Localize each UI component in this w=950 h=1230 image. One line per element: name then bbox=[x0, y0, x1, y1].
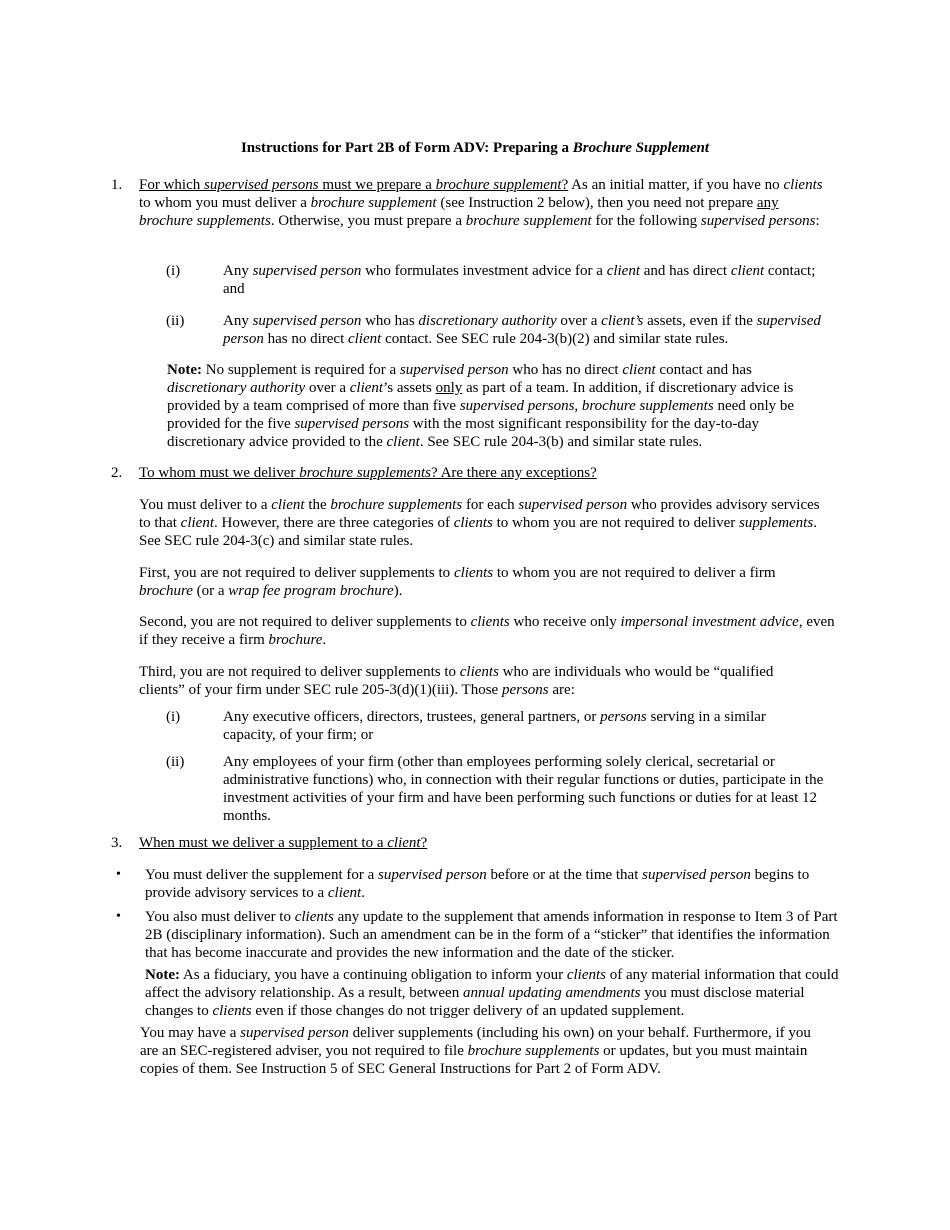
section-1-note: Note: No supplement is required for a supervised person who has no direct client contact and has discretionary authority over a client’s assets only as part of a team. In addition, if discretionary advice is provided by a team comprised of more than five supervised persons, brochure supplements need only be provided for the five supervised persons with the most significant responsibility for the day-to-day discretionary advice provided to the client. See SEC rule 204-3(b) and similar state rules. bbox=[167, 362, 795, 450]
section-1-intro: For which supervised persons must we prepare a brochure supplement? As an initial matter, if you have no clients to whom you must deliver a brochure supplement (see Instruction 2 below), then you need not prepare any brochure supplements. Otherwise, you must prepare a brochure supplement for the following supervised persons: bbox=[139, 177, 823, 229]
section-3-question: When must we deliver a supplement to a client? bbox=[139, 835, 428, 851]
section-3-number: 3. bbox=[111, 835, 123, 851]
section-1-item-i-label: (i) bbox=[166, 263, 181, 279]
section-3-closing-paragraph: You may have a supervised person deliver supplements (including his own) on your behalf. Furthermore, if you are an SEC-registered adviser, you not required to file brochure supplements or updates, but you must maintain copies of them. See Instruction 5 of SEC General Instructions for Part 2 of Form ADV. bbox=[140, 1025, 811, 1077]
section-2-paragraph-3: Second, you are not required to deliver supplements to clients who receive only impersonal investment advice, even if they receive a firm brochure. bbox=[139, 614, 835, 648]
section-1-item-ii: Any supervised person who has discretionary authority over a client’s assets, even if the supervised person has no direct client contact. See SEC rule 204-3(b)(2) and similar state rules. bbox=[223, 313, 821, 347]
section-2-item-i-label: (i) bbox=[166, 709, 181, 725]
section-3-bullet-1: You must deliver the supplement for a supervised person before or at the time that supervised person begins to provide advisory services to a client. bbox=[145, 867, 810, 901]
section-3-bullet-2: You also must deliver to clients any update to the supplement that amends information in response to Item 3 of Part 2B (disciplinary information). Such an amendment can be in the form of a “sticker” that identifies the information that has become inaccurate and provides the new information and the date of the sticker. bbox=[145, 909, 838, 961]
section-2-question: To whom must we deliver brochure supplements? Are there any exceptions? bbox=[139, 465, 597, 481]
section-1-item-i: Any supervised person who formulates investment advice for a client and has direct client contact; and bbox=[223, 263, 816, 297]
section-2-number: 2. bbox=[111, 465, 123, 481]
section-1-number: 1. bbox=[111, 177, 123, 193]
section-2-paragraph-4: Third, you are not required to deliver supplements to clients who are individuals who would be “qualified clients” of your firm under SEC rule 205-3(d)(1)(iii). Those persons are: bbox=[139, 664, 774, 698]
section-1-item-ii-label: (ii) bbox=[166, 313, 185, 329]
section-2-item-ii-label: (ii) bbox=[166, 754, 185, 770]
section-2-paragraph-2: First, you are not required to deliver supplements to clients to whom you are not required to deliver a firm brochure (or a wrap fee program brochure). bbox=[139, 565, 776, 599]
page-title: Instructions for Part 2B of Form ADV: Preparing a Brochure Supplement bbox=[240, 140, 710, 156]
section-3-note: Note: As a fiduciary, you have a continuing obligation to inform your clients of any material information that could affect the advisory relationship. As a result, between annual updating amendments you must disclose material changes to clients even if those changes do not trigger delivery of an updated supplement. bbox=[145, 967, 839, 1019]
section-2-item-i: Any executive officers, directors, trustees, general partners, or persons serving in a similar capacity, of your firm; or bbox=[223, 709, 766, 743]
section-2-item-ii: Any employees of your firm (other than employees performing solely clerical, secretarial or administrative functions) who, in connection with their regular functions or duties, participate in the investment activities of your firm and have been performing such functions or duties for at least 12 months. bbox=[223, 754, 824, 824]
bullet-1: • bbox=[116, 867, 121, 882]
section-2-paragraph-1: You must deliver to a client the brochure supplements for each supervised person who provides advisory services to that client. However, there are three categories of clients to whom you are not required to deliver supplements. See SEC rule 204-3(c) and similar state rules. bbox=[139, 497, 820, 549]
bullet-2: • bbox=[116, 909, 121, 924]
section-1-question: For which supervised persons must we prepare a brochure supplement? bbox=[139, 177, 569, 193]
